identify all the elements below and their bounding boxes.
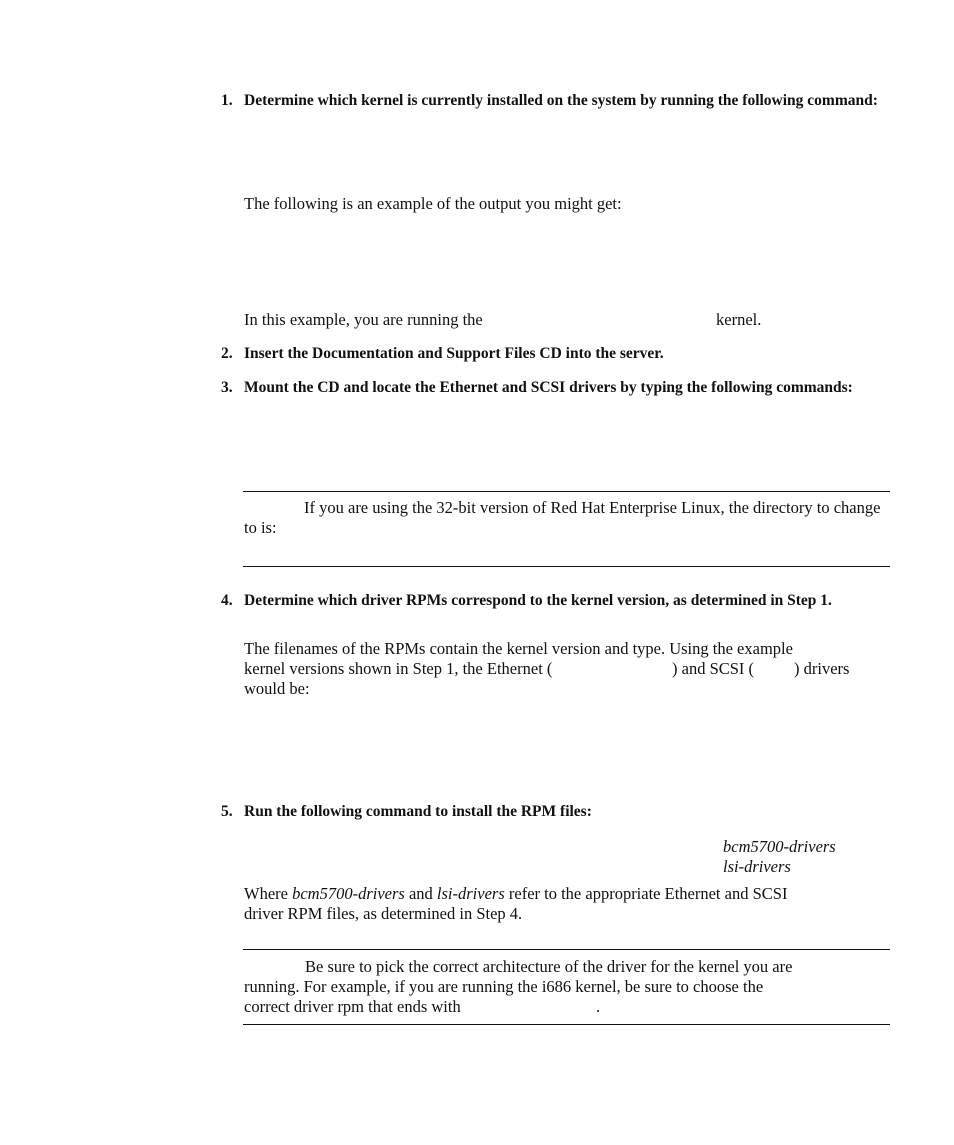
step-5-where-line-2: driver RPM files, as determined in Step 4. bbox=[244, 904, 523, 923]
note-2-line-3-end: . bbox=[596, 997, 601, 1016]
step-4-para-line-2c: ) drivers bbox=[794, 659, 850, 678]
step-4-para-line-2b: ) and SCSI ( bbox=[672, 659, 755, 678]
where-rest: refer to the appropriate Ethernet and SCSI bbox=[508, 884, 788, 903]
step-5-cmd-arg-ethernet: bcm5700-drivers bbox=[723, 837, 836, 856]
note-1-text: If you are using the 32-bit version of Red Hat Enterprise Linux, the directory to change to is: bbox=[244, 498, 881, 537]
where-and: and bbox=[408, 884, 433, 903]
step-3-heading: Mount the CD and locate the Ethernet and SCSI drivers by typing the following commands: bbox=[244, 379, 853, 396]
step-5-heading: Run the following command to install the RPM files: bbox=[244, 803, 592, 820]
where-scsi-driver: lsi-drivers bbox=[436, 884, 505, 903]
note-2-line-2: running. For example, if you are running the i686 kernel, be sure to choose the bbox=[244, 977, 764, 996]
step-1-heading: Determine which kernel is currently installed on the system by running the following command: bbox=[244, 92, 878, 109]
step-1-running-prefix: In this example, you are running the bbox=[244, 310, 483, 329]
step-5-where-line-1 bbox=[244, 884, 894, 904]
where-ethernet-driver: bcm5700-drivers bbox=[292, 884, 405, 903]
step-4-para-line-2a: kernel versions shown in Step 1, the Ethernet ( bbox=[244, 659, 553, 678]
step-1-example-intro: The following is an example of the output you might get: bbox=[244, 194, 622, 213]
step-1-running-suffix: kernel. bbox=[716, 310, 762, 329]
where-word: Where bbox=[244, 884, 288, 903]
step-4-para-line-1: The filenames of the RPMs contain the kernel version and type. Using the example bbox=[244, 639, 793, 658]
step-4-heading: Determine which driver RPMs correspond to the kernel version, as determined in Step 1. bbox=[244, 592, 832, 609]
step-5-cmd-arg-scsi: lsi-drivers bbox=[723, 857, 791, 876]
step-2-heading: Insert the Documentation and Support Files CD into the server. bbox=[244, 345, 664, 362]
note-1-top-rule bbox=[243, 491, 890, 492]
step-3-number: 3. bbox=[221, 379, 233, 396]
step-4-number: 4. bbox=[221, 592, 233, 609]
step-4-para-line-3: would be: bbox=[244, 679, 310, 698]
step-5-number: 5. bbox=[221, 803, 233, 820]
note-2-bottom-rule bbox=[243, 1024, 890, 1025]
step-1-number: 1. bbox=[221, 92, 233, 109]
note-2-top-rule bbox=[243, 949, 890, 950]
note-2-line-1: Be sure to pick the correct architecture of the driver for the kernel you are bbox=[305, 957, 793, 976]
note-1-bottom-rule bbox=[243, 566, 890, 567]
step-2-number: 2. bbox=[221, 345, 233, 362]
note-2-line-3: correct driver rpm that ends with bbox=[244, 997, 461, 1016]
